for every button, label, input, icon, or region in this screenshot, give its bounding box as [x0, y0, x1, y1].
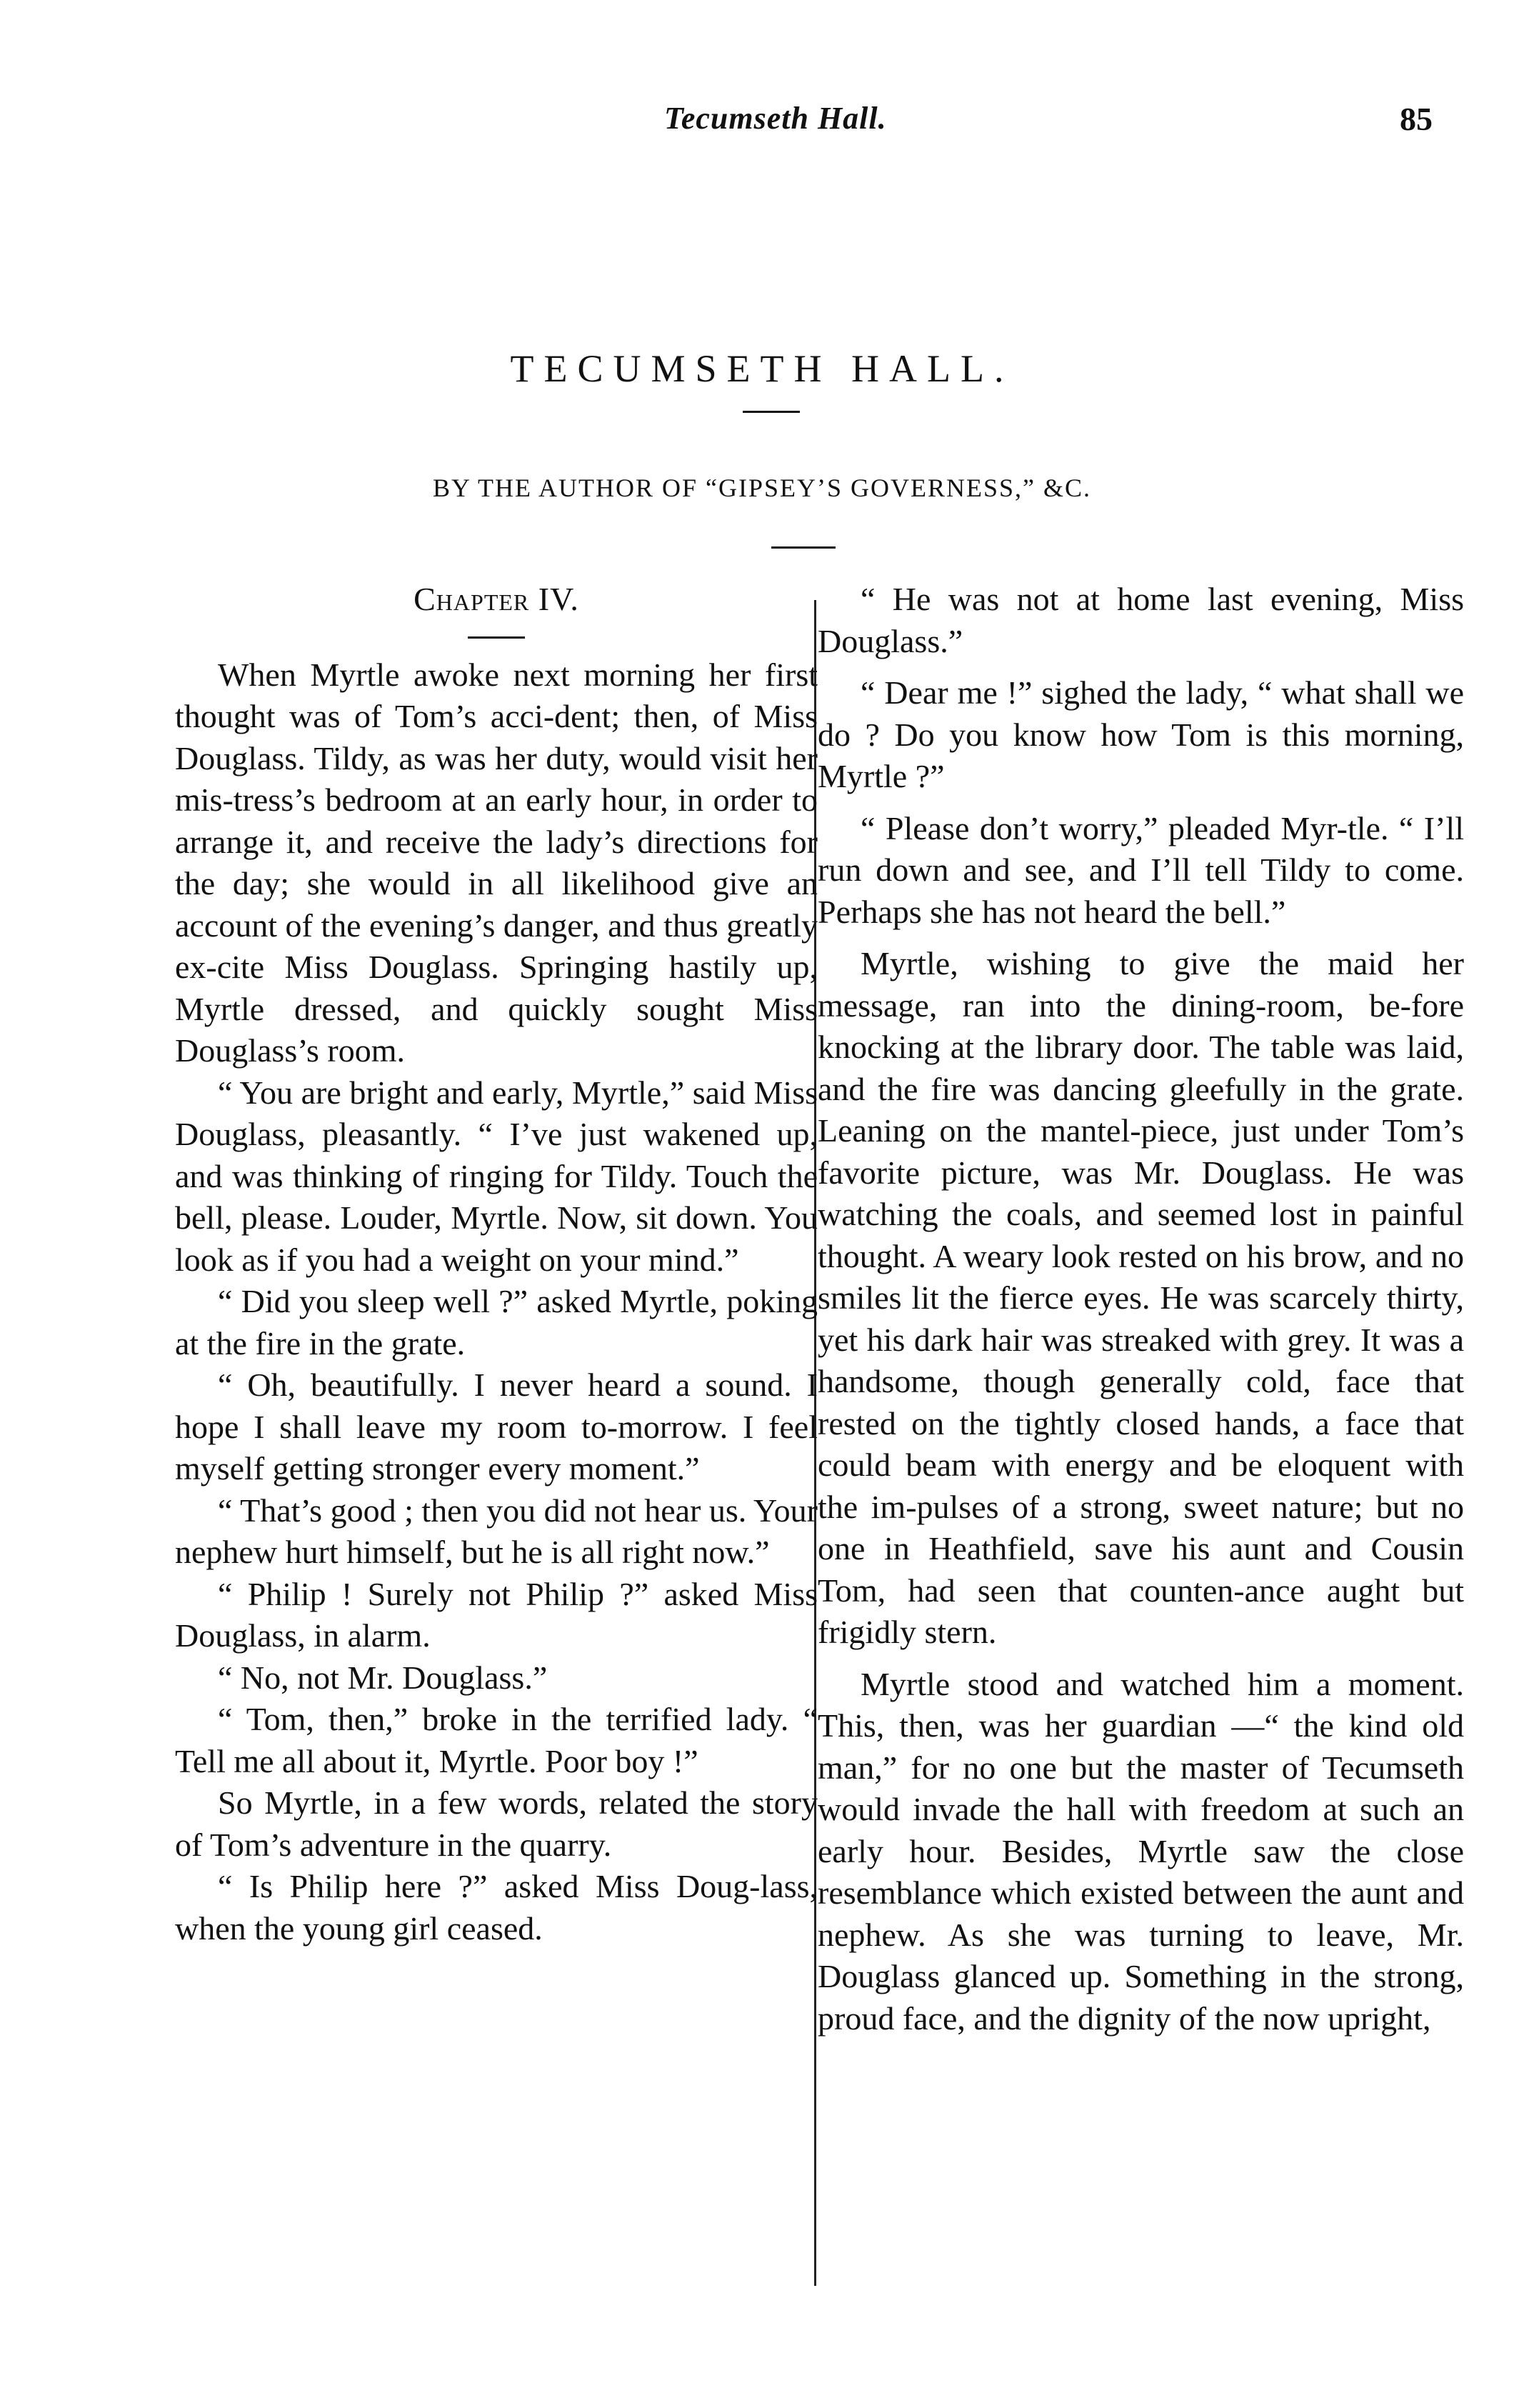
paragraph: “ Tom, then,” broke in the terrified lady. “ Tell me all about it, Myrtle. Poor boy !” [175, 1701, 818, 1779]
title-rule [743, 411, 800, 413]
paragraph: When Myrtle awoke next morning her first thought was of Tom’s acci-dent; then, of Miss Douglass. Tildy, as was her duty, would visit her mis-tress’s bedroom at an early hour, in order to arrange it, and receive the lady’s directions for the day; she would in all likelihood give an account of the evening’s danger, and thus greatly ex-cite Miss Douglass. Springing hastily up, Myrtle dressed, and quickly sought Miss Douglass’s room. [175, 656, 818, 1069]
page-number: 85 [1400, 101, 1433, 137]
paragraph: “ Dear me !” sighed the lady, “ what shall we do ? Do you know how Tom is this morning, Myrtle ?” [818, 674, 1464, 794]
byline-rule [771, 546, 836, 549]
running-head [0, 100, 1524, 143]
left-column [175, 579, 818, 1949]
paragraph: “ Did you sleep well ?” asked Myrtle, poking at the fire in the grate. [175, 1283, 818, 1362]
chapter-rule [468, 636, 525, 639]
paragraph: “ He was not at home last evening, Miss Douglass.” [818, 581, 1464, 659]
right-column [818, 579, 1464, 2039]
paragraph: “ Oh, beautifully. I never heard a sound. I hope I shall leave my room to-morrow. I feel myself getting stronger every moment.” [175, 1367, 818, 1487]
paragraph: “ No, not Mr. Douglass.” [218, 1659, 548, 1696]
paragraph: “ Is Philip here ?” asked Miss Doug-lass, when the young girl ceased. [175, 1868, 818, 1947]
paragraph: “ Philip ! Surely not Philip ?” asked Miss Douglass, in alarm. [175, 1575, 818, 1654]
byline: BY THE AUTHOR OF “GIPSEY’S GOVERNESS,” &C. [432, 474, 1092, 502]
paragraph: “ You are bright and early, Myrtle,” said Miss Douglass, pleasantly. “ I’ve just wakened up, and was thinking of ringing for Tildy. Touch the bell, please. Louder, Myrtle. Now, sit down. You look as if you had a weight on your mind.” [175, 1074, 818, 1278]
paragraph: Myrtle, wishing to give the maid her message, ran into the dining-room, be-fore knocking at the library door. The table was laid, and the fire was dancing gleefully in the grate. Leaning on the mantel-piece, just under Tom’s favorite picture, was Mr. Douglass. He was watching the coals, and seemed lost in painful thought. A weary look rested on his brow, and no smiles lit the fierce eyes. He was scarcely thirty, yet his dark hair was streaked with grey. It was a handsome, though generally cold, face that rested on the tightly closed hands, a face that could beam with energy and be eloquent with the im-pulses of a strong, sweet nature; but no one in Heathfield, save his aunt and Cousin Tom, had seen that counten-ance aught but frigidly stern. [818, 945, 1464, 1650]
paragraph: “ That’s good ; then you did not hear us. Your nephew hurt himself, but he is all right now.” [175, 1492, 818, 1570]
paragraph: So Myrtle, in a few words, related the story of Tom’s adventure in the quarry. [175, 1784, 818, 1863]
running-title: Tecumseth Hall. [664, 101, 887, 136]
article-title: TECUMSETH HALL. [510, 347, 1014, 390]
paragraph: Myrtle stood and watched him a moment. This, then, was her guardian —“ the kind old man,” for no one but the master of Tecumseth would invade the hall with freedom at such an early hour. Besides, Myrtle saw the close resemblance which existed between the aunt and nephew. As she was turning to leave, Mr. Douglass glanced up. Something in the strong, proud face, and the dignity of the now upright, [818, 1665, 1464, 2037]
paragraph: “ Please don’t worry,” pleaded Myr-tle. “ I’ll run down and see, and I’ll tell Tildy to come. Perhaps she has not heard the bell.” [818, 809, 1464, 930]
chapter-heading: Chapter IV. [413, 581, 579, 617]
